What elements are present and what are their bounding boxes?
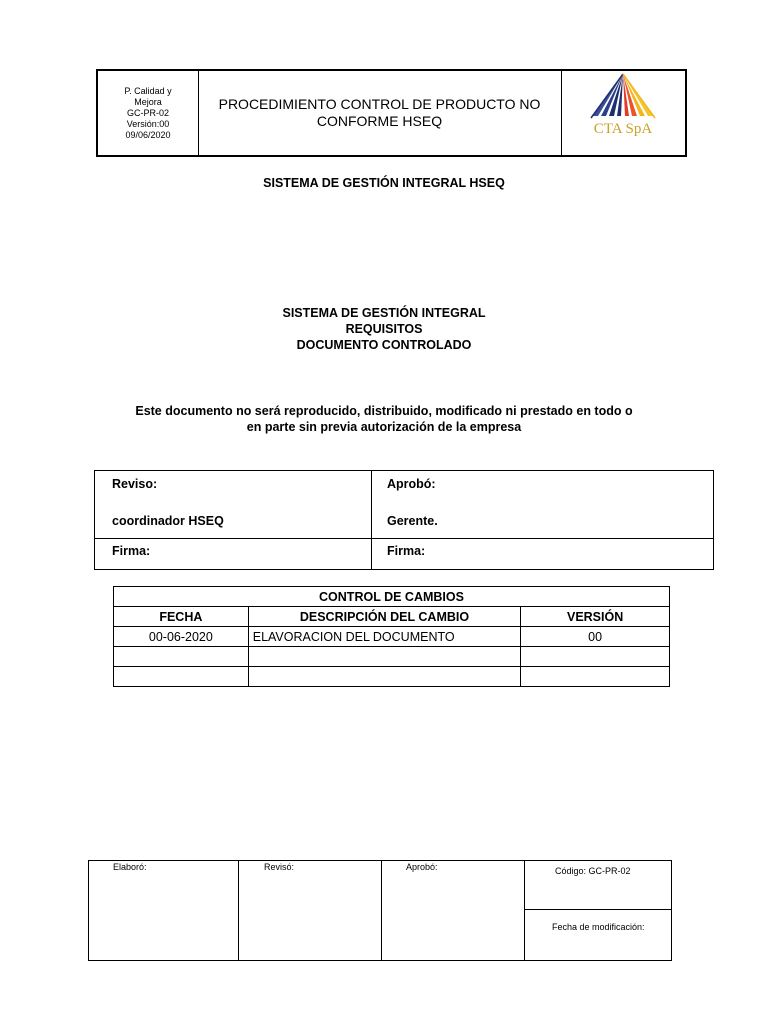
header-title-line: CONFORME HSEQ bbox=[316, 113, 443, 129]
footer-aprobo: Aprobó: bbox=[406, 862, 438, 872]
divider bbox=[524, 909, 671, 910]
table-cell bbox=[114, 667, 249, 687]
footer-elaboro: Elaboró: bbox=[113, 862, 147, 872]
firma-left: Firma: bbox=[112, 544, 151, 558]
block-line: DOCUMENTO CONTROLADO bbox=[296, 338, 472, 352]
divider bbox=[381, 861, 382, 960]
column-header: DESCRIPCIÓN DEL CAMBIO bbox=[248, 607, 521, 627]
notice-line: en parte sin previa autorización de la empresa bbox=[246, 420, 522, 434]
header-meta-line: Versión:00 bbox=[126, 118, 170, 129]
footer-reviso: Revisó: bbox=[264, 862, 295, 872]
company-logo bbox=[561, 71, 685, 155]
table-cell bbox=[248, 647, 521, 667]
header-meta-line: Mejora bbox=[134, 96, 162, 107]
table-cell: 00 bbox=[521, 627, 670, 647]
aprobo-name: Gerente. bbox=[387, 514, 438, 528]
footer-table bbox=[88, 860, 672, 961]
header-title bbox=[198, 71, 562, 155]
column-header: VERSIÓN bbox=[521, 607, 670, 627]
divider bbox=[238, 861, 239, 960]
divider bbox=[524, 861, 525, 960]
table-row bbox=[114, 647, 670, 667]
reviso-name: coordinador HSEQ bbox=[112, 514, 224, 528]
table-cell bbox=[248, 667, 521, 687]
header-meta-line: P. Calidad y bbox=[124, 85, 172, 96]
system-title: SISTEMA DE GESTIÓN INTEGRAL HSEQ bbox=[263, 176, 505, 190]
table-cell: ELAVORACION DEL DOCUMENTO bbox=[248, 627, 521, 647]
notice-line: Este documento no será reproducido, distribuido, modificado ni prestado en todo o bbox=[135, 404, 633, 418]
header-meta-line: GC-PR-02 bbox=[126, 107, 169, 118]
block-line: SISTEMA DE GESTIÓN INTEGRAL bbox=[282, 306, 486, 320]
reviso-label: Reviso: bbox=[112, 477, 158, 491]
table-cell bbox=[114, 647, 249, 667]
header-meta bbox=[98, 71, 199, 155]
divider bbox=[371, 471, 372, 569]
table-row bbox=[114, 627, 670, 647]
change-control-title: CONTROL DE CAMBIOS bbox=[114, 587, 670, 607]
footer-fecha-mod: Fecha de modificación: bbox=[552, 922, 645, 932]
change-control-table bbox=[113, 586, 670, 687]
divider bbox=[95, 538, 713, 539]
logo-text: CTA SpA bbox=[593, 121, 653, 137]
table-cell bbox=[521, 647, 670, 667]
table-row bbox=[114, 667, 670, 687]
footer-codigo: Código: GC-PR-02 bbox=[555, 866, 631, 876]
header-meta-line: 09/06/2020 bbox=[125, 129, 171, 140]
block-line: REQUISITOS bbox=[345, 322, 423, 336]
table-cell: 00-06-2020 bbox=[114, 627, 249, 647]
signature-table bbox=[94, 470, 714, 570]
header-title-line: PROCEDIMIENTO CONTROL DE PRODUCTO NO bbox=[218, 96, 541, 112]
document-header bbox=[96, 69, 687, 157]
aprobo-label: Aprobó: bbox=[387, 477, 436, 491]
firma-right: Firma: bbox=[387, 544, 426, 558]
table-cell bbox=[521, 667, 670, 687]
column-header: FECHA bbox=[114, 607, 249, 627]
